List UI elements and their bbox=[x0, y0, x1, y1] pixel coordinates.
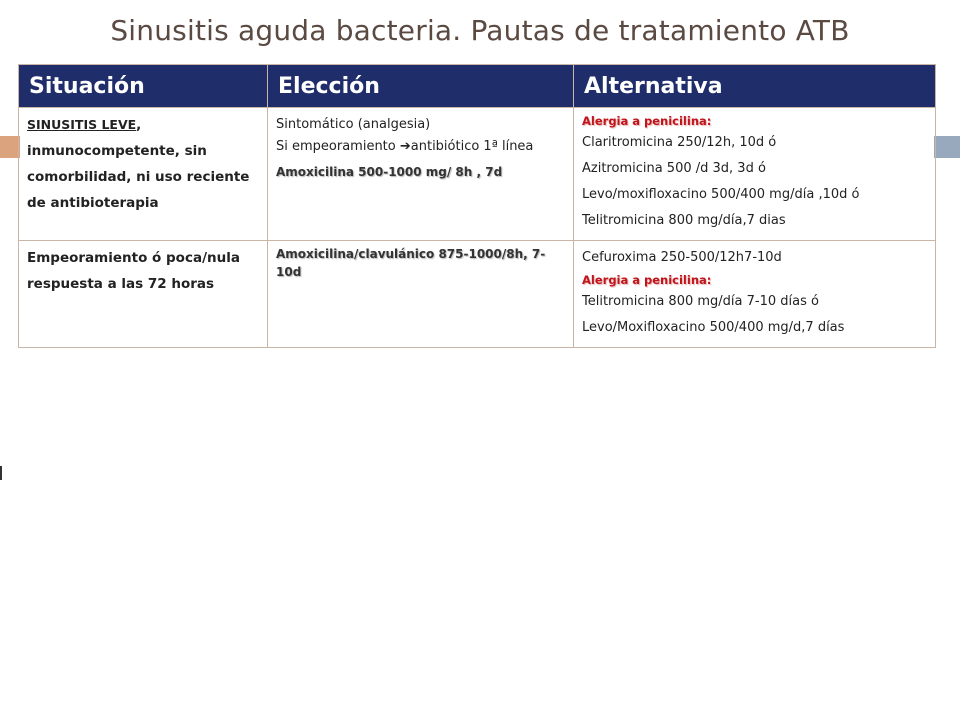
page-title: Sinusitis aguda bacteria. Pautas de tratamiento ATB bbox=[110, 14, 850, 47]
alternative-item: Claritromicina 250/12h, 10d ó bbox=[582, 135, 777, 150]
situation-description: , inmunocompetente, sin comorbilidad, ni uso reciente de antibioterapia bbox=[27, 117, 250, 211]
alternative-cell bbox=[574, 241, 936, 348]
choice-drug: Amoxicilina 500-1000 mg/ 8h , 7d bbox=[276, 165, 503, 179]
choice-line: Si empeoramiento ➔antibiótico 1ª línea bbox=[276, 139, 534, 154]
situation-text: Empeoramiento ó poca/nula respuesta a las 72 horas bbox=[27, 250, 240, 292]
alternative-item: Levo/Moxifloxacino 500/400 mg/d,7 días bbox=[582, 320, 845, 335]
left-accent-bar bbox=[0, 136, 20, 158]
header-situacion: Situación bbox=[19, 65, 268, 108]
alternative-item: Cefuroxima 250-500/12h7-10d bbox=[582, 250, 782, 265]
allergy-label: Alergia a penicilina: bbox=[582, 273, 712, 287]
alternative-item: Levo/moxifloxacino 500/400 mg/día ,10d ó bbox=[582, 187, 860, 202]
alternative-item: Azitromicina 500 /d 3d, 3d ó bbox=[582, 161, 766, 176]
alternative-cell bbox=[574, 108, 936, 241]
situation-cell bbox=[19, 241, 268, 348]
allergy-label: Alergia a penicilina: bbox=[582, 114, 712, 128]
choice-line: Sintomático (analgesia) bbox=[276, 117, 431, 132]
choice-drug: Amoxicilina/clavulánico 875-1000/8h, 7-10d bbox=[276, 247, 546, 279]
situation-text bbox=[27, 117, 249, 211]
severity-label: SINUSITIS LEVE bbox=[27, 117, 137, 132]
table-row bbox=[19, 241, 936, 348]
choice-cell bbox=[268, 241, 574, 348]
table-header-row bbox=[19, 65, 936, 108]
table-row bbox=[19, 108, 936, 241]
choice-cell bbox=[268, 108, 574, 241]
header-alternativa: Alternativa bbox=[574, 65, 936, 108]
left-edge-mark bbox=[0, 466, 2, 480]
treatment-table bbox=[18, 64, 936, 348]
right-accent-bar bbox=[934, 136, 960, 158]
header-eleccion: Elección bbox=[268, 65, 574, 108]
alternative-item: Telitromicina 800 mg/día 7-10 días ó bbox=[582, 294, 819, 309]
situation-cell bbox=[19, 108, 268, 241]
alternative-item: Telitromicina 800 mg/día,7 dias bbox=[582, 213, 786, 228]
